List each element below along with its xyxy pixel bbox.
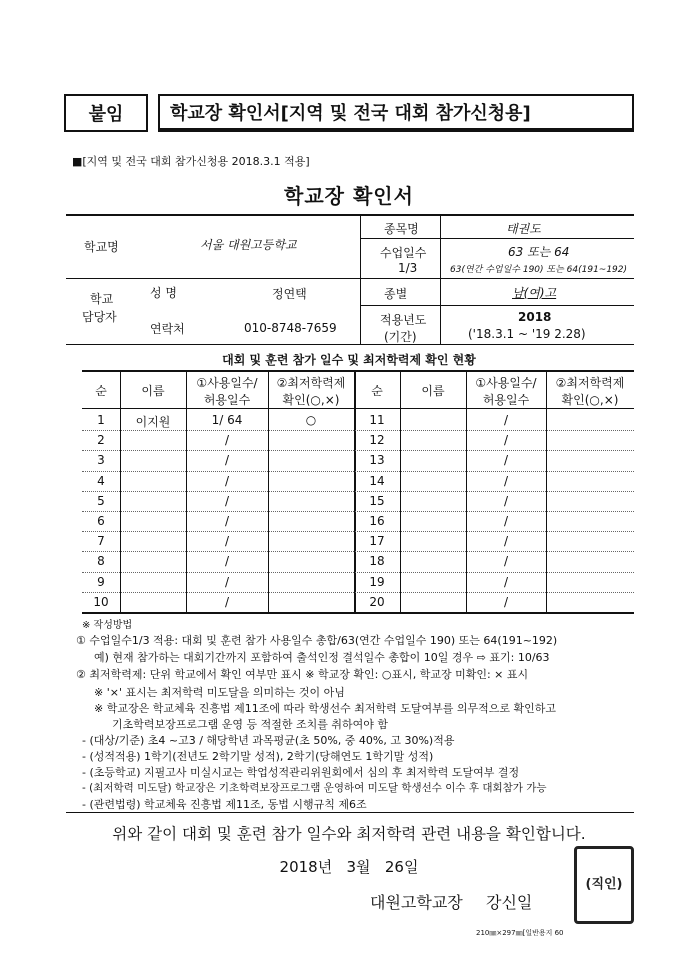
table-header-border	[82, 408, 634, 409]
notes-bottom-border	[66, 812, 634, 813]
note-line: ※ '×' 표시는 최저학력 미도달을 의미하는 것이 아님	[94, 686, 345, 699]
signer-school: 대원고학교장	[370, 893, 463, 912]
row-days: /	[224, 433, 230, 448]
row-divider	[82, 491, 634, 492]
header-title: 학교장 확인서[지역 및 전국 대회 참가신청용]	[158, 94, 634, 132]
row-divider	[82, 471, 634, 472]
row-divider	[82, 450, 634, 451]
form-subtitle: ■[지역 및 전국 대회 참가신청용 2018.3.1 적용]	[72, 155, 310, 168]
col-header-no: 순	[371, 384, 383, 398]
note-line: ① 수업일수1/3 적용: 대회 및 훈련 참가 사용일수 총합/63(연간 수업일수 190) 또는 64(191~192)	[76, 634, 558, 647]
row-divider	[82, 531, 634, 532]
row-number: 1	[97, 413, 105, 427]
row-name: 이지원	[135, 415, 171, 429]
contact-label: 연락처	[150, 322, 185, 336]
note-line: - (대상/기준) 초4 ~고3 / 해당학년 과목평균(초 50%, 중 40%, 고 30%)적용	[82, 734, 455, 747]
row-number: 20	[369, 594, 385, 609]
info-col-divider	[360, 214, 361, 344]
info-divider	[66, 278, 634, 279]
row-divider	[82, 572, 634, 573]
row-days: /	[503, 554, 509, 569]
sport-label: 종목명	[384, 222, 419, 236]
days-value: 63 또는 64	[508, 245, 570, 259]
note-line: - (최저학력 미도달) 학교장은 기초학력보장프로그램 운영하여 미도달 학생선수 이수 후 대회참가 가능	[82, 782, 547, 794]
col-header-min-2: 확인(○,×)	[282, 393, 340, 407]
note-line: 기초학력보장프로그램 운영 등 적절한 조치를 취하여야 함	[112, 718, 389, 731]
col-header-min: ②최저학력제	[276, 376, 346, 390]
row-days: /	[503, 453, 509, 468]
row-days: /	[503, 514, 509, 528]
info-divider	[360, 238, 634, 239]
name-label: 성 명	[150, 286, 177, 300]
col-header-no: 순	[95, 384, 107, 398]
row-number: 4	[97, 473, 105, 488]
principal-name: 강신일	[486, 893, 533, 912]
row-days: /	[224, 594, 230, 609]
row-number: 9	[97, 574, 105, 589]
row-days: /	[503, 594, 509, 609]
name-value: 정연택	[272, 287, 307, 301]
row-number: 17	[369, 534, 385, 549]
row-number: 13	[369, 453, 385, 468]
note-line: - (관련법령) 학교체육 진흥법 제11조, 동법 시행규칙 제6조	[82, 798, 367, 811]
row-days: 1/ 64	[211, 413, 243, 427]
row-days: /	[224, 453, 230, 468]
days-label-fraction: 1/3	[398, 261, 418, 275]
row-days: /	[224, 473, 230, 488]
row-days: /	[224, 534, 230, 549]
table-top-border	[82, 370, 634, 372]
info-divider	[66, 344, 634, 345]
staff-label-1: 학교	[90, 292, 114, 306]
paper-size-note: 210㎜×297㎜[일반용지 60	[476, 929, 564, 937]
gender-value: 남(여)고	[512, 286, 557, 300]
row-days: /	[224, 554, 230, 569]
row-number: 19	[369, 574, 385, 589]
col-header-name: 이름	[421, 384, 445, 398]
row-number: 18	[369, 554, 385, 569]
days-label: 수업일수	[380, 246, 427, 260]
sport-value: 태권도	[506, 222, 541, 236]
info-top-border	[66, 214, 634, 216]
attachment-badge: 붙임	[64, 94, 148, 132]
col-header-name: 이름	[141, 384, 165, 398]
year-label: 적용년도	[380, 313, 427, 327]
row-days: /	[503, 493, 509, 508]
row-divider	[82, 511, 634, 512]
col-header-days: ①사용일수/	[475, 376, 537, 390]
days-note: 63(연간 수업일수 190) 또는 64(191~192)	[450, 265, 628, 275]
row-days: /	[224, 514, 230, 528]
col-header-min-2: 확인(○,×)	[561, 393, 619, 407]
row-days: /	[503, 534, 509, 549]
issue-date: 2018년 3월 26일	[279, 858, 419, 876]
row-number: 8	[97, 554, 105, 569]
certification-statement: 위와 같이 대회 및 훈련 참가 일수와 최저학력 관련 내용을 확인합니다.	[112, 825, 586, 843]
row-number: 3	[97, 453, 105, 468]
official-seal: (직인)	[574, 846, 634, 924]
row-divider	[82, 551, 634, 552]
row-number: 5	[97, 493, 105, 508]
row-number: 10	[93, 594, 109, 609]
note-line: ※ 학교장은 학교체육 진흥법 제11조에 따라 학생선수 최저학력 도달여부를 의무적으로 확인하고	[94, 702, 556, 715]
info-divider	[360, 305, 634, 306]
row-days: /	[503, 473, 509, 488]
year-label-period: (기간)	[384, 330, 417, 344]
row-number: 11	[369, 413, 385, 427]
col-header-days-2: 허용일수	[203, 393, 251, 407]
note-line: ② 최저학력제: 단위 학교에서 확인 여부만 표시 ※ 학교장 확인: ○표시, 학교장 미확인: × 표시	[76, 668, 529, 681]
row-number: 2	[97, 433, 105, 448]
row-min-check: ○	[305, 413, 317, 427]
row-days: /	[224, 493, 230, 508]
info-col-divider	[440, 214, 441, 344]
col-header-days-2: 허용일수	[482, 393, 530, 407]
row-days: /	[503, 574, 509, 589]
school-value: 서울 대원고등학교	[200, 238, 297, 252]
gender-label: 종별	[384, 287, 408, 301]
row-divider	[82, 430, 634, 431]
row-number: 12	[369, 433, 385, 448]
table-bottom-border	[82, 612, 634, 614]
row-number: 15	[369, 493, 385, 508]
row-days: /	[503, 413, 509, 427]
row-divider	[82, 592, 634, 593]
note-line: - (성적적용) 1학기(전년도 2학기말 성적), 2학기(당해연도 1학기말 성적)	[82, 750, 434, 763]
note-heading: ※ 작성방법	[82, 620, 133, 631]
row-number: 6	[97, 514, 105, 528]
note-line: 예) 현재 참가하는 대회기간까지 포함하여 출석인정 결석일수 총합이 10일 경우 ⇨ 표기: 10/63	[94, 651, 550, 664]
staff-label-2: 담당자	[82, 310, 117, 324]
document-title: 학교장 확인서	[284, 184, 414, 208]
row-number: 16	[369, 514, 385, 528]
row-number: 7	[97, 534, 105, 549]
school-label: 학교명	[84, 240, 119, 254]
section-title: 대회 및 훈련 참가 일수 및 최저학력제 확인 현황	[222, 353, 476, 367]
year-period: ('18.3.1 ~ '19 2.28)	[468, 327, 586, 341]
row-days: /	[224, 574, 230, 589]
row-number: 14	[369, 473, 385, 488]
row-days: /	[503, 433, 509, 448]
contact-value: 010-8748-7659	[244, 321, 337, 335]
year-value: 2018	[518, 310, 552, 324]
col-header-days: ①사용일수/	[196, 376, 258, 390]
note-line: - (초등학교) 지필고사 미실시교는 학업성적관리위원회에서 심의 후 최저학력 도달여부 결정	[82, 766, 520, 779]
col-header-min: ②최저학력제	[555, 376, 625, 390]
